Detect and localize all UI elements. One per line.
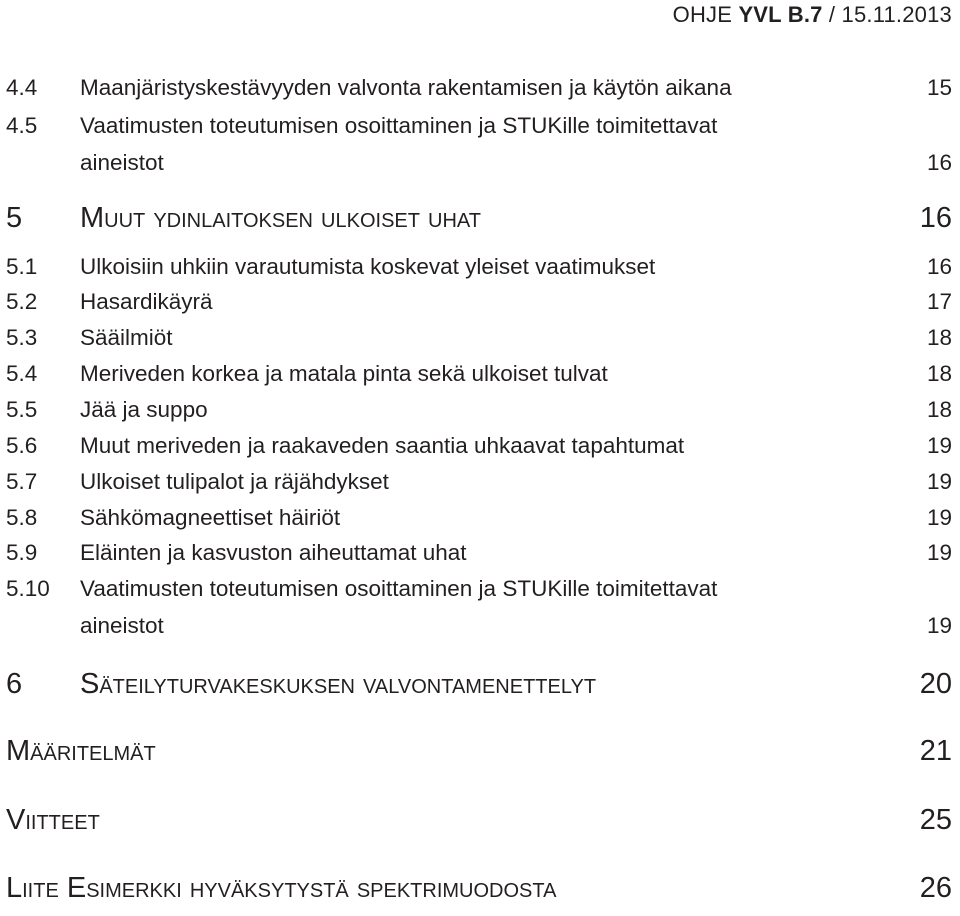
toc-title: Viitteet xyxy=(6,804,100,836)
toc-number: 5.7 xyxy=(6,469,38,494)
toc-title-continuation: aineistot xyxy=(80,613,164,638)
toc-title: Sähkömagneettiset häiriöt xyxy=(80,505,341,530)
toc-number: 5.10 xyxy=(6,576,50,601)
toc-title: Sääilmiöt xyxy=(80,325,173,350)
toc-title: Vaatimusten toteutumisen osoittaminen ja STUKille toimitettavat xyxy=(80,576,718,601)
toc-page: 16 xyxy=(926,150,952,175)
toc-number: 5.8 xyxy=(6,505,38,530)
toc-title: Meriveden korkea ja matala pinta sekä ulkoiset tulvat xyxy=(80,361,608,386)
toc-number: 6 xyxy=(6,668,23,700)
toc-page: 19 xyxy=(926,540,952,565)
toc-page: 18 xyxy=(926,397,952,422)
toc-page: 19 xyxy=(926,469,952,494)
toc-title: Maanjäristyskestävyyden valvonta rakentamisen ja käytön aikana xyxy=(80,75,732,100)
toc-title: Vaatimusten toteutumisen osoittaminen ja STUKille toimitettavat xyxy=(80,113,718,138)
toc-page: 19 xyxy=(926,505,952,530)
header-prefix: OHJE xyxy=(672,2,733,27)
toc-number: 5.4 xyxy=(6,361,38,386)
toc-number: 5.3 xyxy=(6,325,38,350)
toc-number: 5.2 xyxy=(6,289,38,314)
toc-title: Säteilyturvakeskuksen valvontamenettelyt xyxy=(80,668,597,700)
toc-page: 20 xyxy=(919,668,952,700)
toc-title: Eläinten ja kasvuston aiheuttamat uhat xyxy=(80,540,467,565)
toc-title: Liite Esimerkki hyväksytystä spektrimuodosta xyxy=(6,872,557,904)
toc-title: Jää ja suppo xyxy=(80,397,208,422)
toc-page: 19 xyxy=(926,613,952,638)
running-header xyxy=(673,2,952,28)
toc-number: 5.9 xyxy=(6,540,38,565)
toc-title: Ulkoiset tulipalot ja räjähdykset xyxy=(80,469,389,494)
toc-number: 5.1 xyxy=(6,254,38,279)
toc-title: Määritelmät xyxy=(6,735,156,767)
toc-number: 4.4 xyxy=(6,75,38,100)
toc-title: Muut meriveden ja raakaveden saantia uhkaavat tapahtumat xyxy=(80,433,685,458)
toc-title: Ulkoisiin uhkiin varautumista koskevat yleiset vaatimukset xyxy=(80,254,656,279)
header-separator: / xyxy=(828,2,836,27)
toc-title-continuation: aineistot xyxy=(80,150,164,175)
toc-number: 5.6 xyxy=(6,433,38,458)
header-doc-id: YVL B.7 xyxy=(738,2,823,27)
toc-title: Muut ydinlaitoksen ulkoiset uhat xyxy=(80,202,481,234)
header-date: 15.11.2013 xyxy=(841,2,952,27)
toc-page: 19 xyxy=(926,433,952,458)
toc-page: 16 xyxy=(926,254,952,279)
toc-number: 4.5 xyxy=(6,113,38,138)
toc-page: 21 xyxy=(919,735,952,767)
toc-page: 26 xyxy=(919,872,952,904)
toc-number: 5.5 xyxy=(6,397,38,422)
toc-title: Hasardikäyrä xyxy=(80,289,213,314)
toc-page: 16 xyxy=(919,202,952,234)
toc-page: 18 xyxy=(926,361,952,386)
toc-page: 17 xyxy=(926,289,952,314)
toc-page: 18 xyxy=(926,325,952,350)
toc-page: 25 xyxy=(919,804,952,836)
toc-page: 15 xyxy=(926,75,952,100)
toc-number: 5 xyxy=(6,202,23,234)
